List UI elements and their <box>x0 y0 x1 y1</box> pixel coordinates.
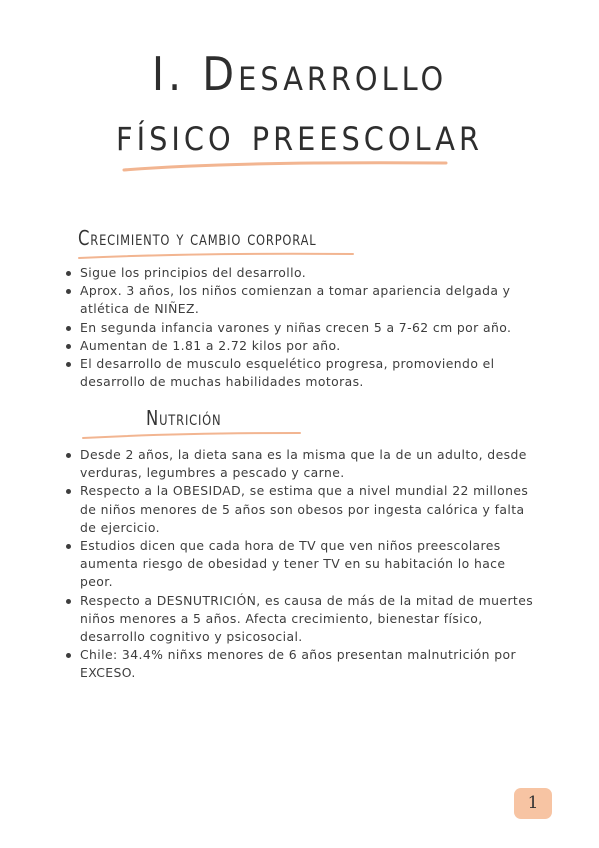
list-item <box>64 537 542 592</box>
list-item-text: Chile: 34.4% niñxs menores de 6 años presentan malnutrición por EXCESO. <box>80 647 516 681</box>
bullet-dot <box>66 344 71 349</box>
bullet-dot <box>66 544 71 549</box>
bullet-dot <box>66 653 71 658</box>
bullet-dot <box>66 362 71 367</box>
list-item-text: Estudios dicen que cada hora de TV que ven niños preescolares aumenta riesgo de obesidad y tener TV en su habitación lo hace peor. <box>80 538 506 590</box>
list-item-text: En segunda infancia varones y niñas crecen 5 a 7-62 cm por año. <box>80 319 512 335</box>
bullet-dot <box>66 489 71 494</box>
bullet-dot <box>66 453 71 458</box>
section-underline-crecimiento <box>76 250 356 262</box>
section-heading-crecimiento: Crecimiento y cambio corporal <box>78 226 317 250</box>
section-underline-nutricion <box>80 428 304 442</box>
list-item-text: Aprox. 3 años, los niños comienzan a tomar apariencia delgada y atlética de NIÑEZ. <box>80 283 511 317</box>
list-item <box>64 319 542 337</box>
page-number-badge: 1 <box>514 788 552 819</box>
page-title-line-2: físico preescolar <box>116 107 483 161</box>
list-item-text: Respecto a DESNUTRICIÓN, es causa de más de la mitad de muertes niños menores a 5 años. Afecta crecimiento, bienestar físico, desarrollo cognitivo y psicosocial. <box>80 592 534 645</box>
bullet-list-nutricion <box>64 446 542 683</box>
bullet-dot <box>66 289 71 294</box>
bullet-dot <box>66 326 71 331</box>
list-item-text: Desde 2 años, la dieta sana es la misma que la de un adulto, desde verduras, legumbres a pescado y carne. <box>80 447 527 481</box>
list-item-text: Sigue los principios del desarrollo. <box>80 265 307 280</box>
bullet-dot <box>66 599 71 604</box>
page-title <box>0 44 599 164</box>
list-item <box>64 482 542 537</box>
list-item <box>64 646 542 682</box>
page-title-line-1: I. Desarrollo <box>151 47 448 101</box>
list-item <box>64 337 542 355</box>
list-item <box>64 355 542 391</box>
list-item <box>64 446 542 482</box>
title-underline <box>120 156 450 176</box>
list-item-text: El desarrollo de musculo esquelético progresa, promoviendo el desarrollo de muchas habilidades motoras. <box>80 356 495 390</box>
bullet-list-crecimiento <box>64 264 542 391</box>
section-heading-nutricion: Nutrición <box>146 406 222 430</box>
list-item <box>64 282 542 318</box>
list-item-text: Aumentan de 1.81 a 2.72 kilos por año. <box>80 337 341 353</box>
list-item <box>64 264 542 282</box>
bullet-dot <box>66 271 71 276</box>
list-item <box>64 592 542 647</box>
list-item-text: Respecto a la OBESIDAD, se estima que a nivel mundial 22 millones de niños menores de 5 años son obesos por ingesta calórica y falta de ejercicio. <box>80 483 529 535</box>
